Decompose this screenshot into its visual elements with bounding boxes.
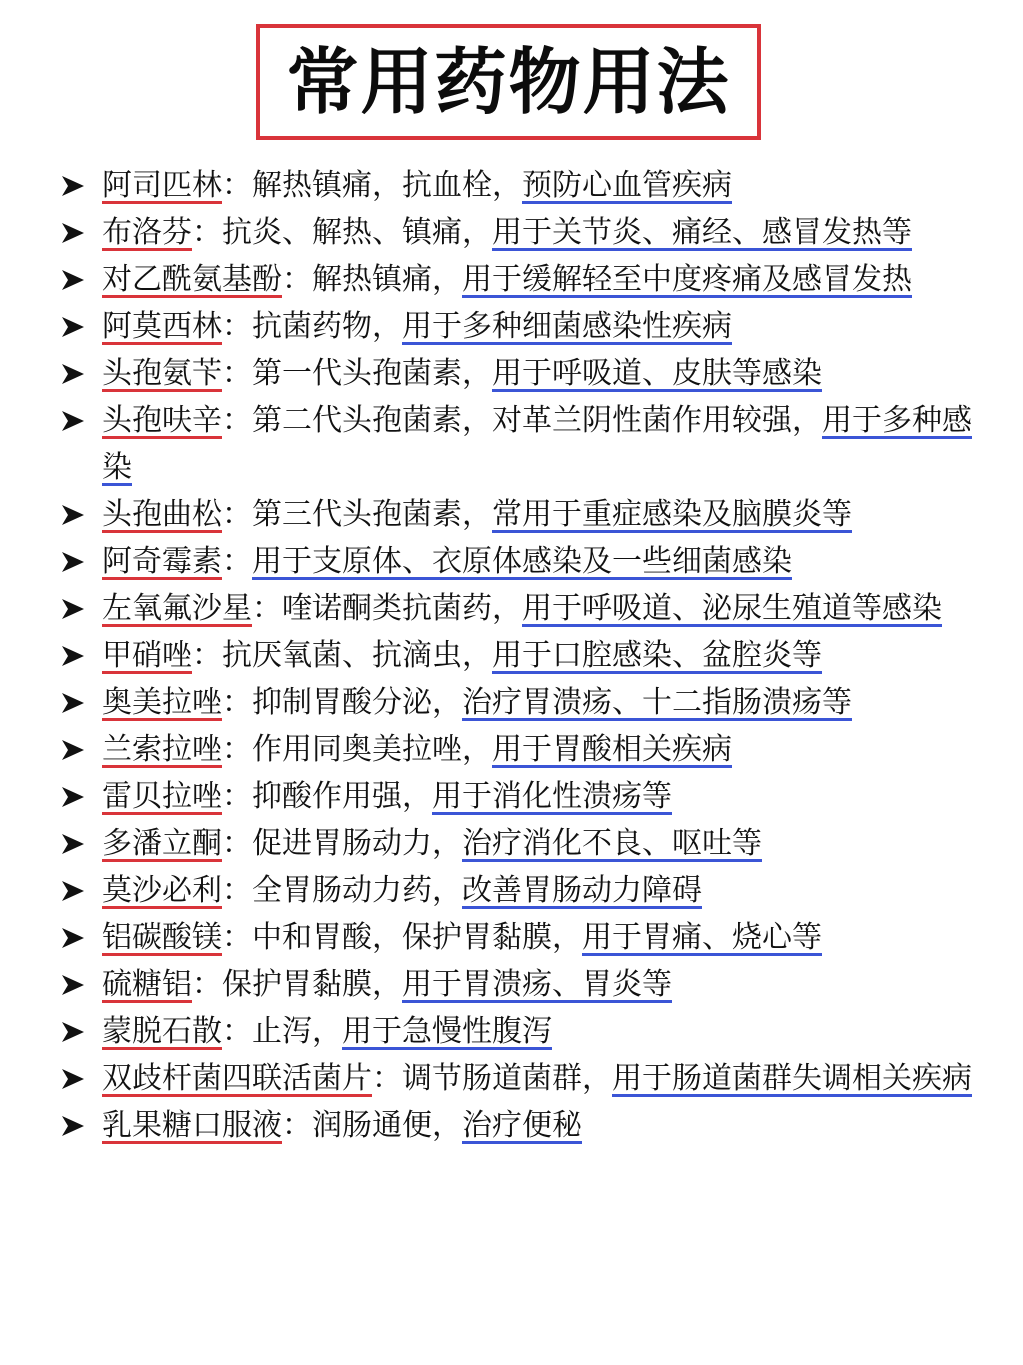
drug-name: 布洛芬	[102, 215, 192, 250]
separator: ：	[222, 497, 252, 532]
drug-name: 雷贝拉唑	[102, 779, 222, 814]
bullet-arrow-icon	[58, 867, 88, 914]
bullet-arrow-icon	[58, 491, 88, 538]
separator: ：	[222, 168, 252, 203]
drug-usage: 用于急慢性腹泻	[342, 1014, 552, 1049]
drug-name: 双歧杆菌四联活菌片	[102, 1061, 372, 1096]
drug-effect: 抗菌药物，	[252, 309, 402, 344]
drug-usage: 改善胃肠动力障碍	[462, 873, 702, 908]
separator: ：	[222, 403, 252, 438]
list-item	[56, 1008, 1001, 1055]
list-item	[56, 773, 1001, 820]
drug-name: 莫沙必利	[102, 873, 222, 908]
drug-usage: 用于多种细菌感染性疾病	[402, 309, 732, 344]
list-item	[56, 538, 1001, 585]
separator: ：	[192, 638, 222, 673]
bullet-arrow-icon	[58, 397, 88, 444]
separator: ：	[222, 1014, 252, 1049]
list-item	[56, 162, 1001, 209]
bullet-arrow-icon	[58, 1008, 88, 1055]
drug-effect: 抗炎、解热、镇痛，	[222, 215, 492, 250]
list-item	[56, 961, 1001, 1008]
drug-effect: 第二代头孢菌素，对革兰阴性菌作用较强，	[252, 403, 822, 438]
separator: ：	[222, 732, 252, 767]
list-item	[56, 1102, 1001, 1149]
drug-usage: 治疗消化不良、呕吐等	[462, 826, 762, 861]
separator: ：	[252, 591, 282, 626]
bullet-arrow-icon	[58, 1102, 88, 1149]
drug-name: 对乙酰氨基酚	[102, 262, 282, 297]
drug-effect: 作用同奥美拉唑，	[252, 732, 492, 767]
bullet-arrow-icon	[58, 773, 88, 820]
drug-usage: 用于支原体、衣原体感染及一些细菌感染	[252, 544, 792, 579]
drug-name: 甲硝唑	[102, 638, 192, 673]
bullet-arrow-icon	[58, 303, 88, 350]
drug-name: 头孢曲松	[102, 497, 222, 532]
separator: ：	[372, 1061, 402, 1096]
drug-effect: 第三代头孢菌素，	[252, 497, 492, 532]
separator: ：	[282, 262, 312, 297]
separator: ：	[282, 1108, 312, 1143]
drug-usage: 用于口腔感染、盆腔炎等	[492, 638, 822, 673]
bullet-arrow-icon	[58, 162, 88, 209]
drug-name: 左氧氟沙星	[102, 591, 252, 626]
title-box	[256, 24, 761, 140]
drug-usage: 用于缓解轻至中度疼痛及感冒发热	[462, 262, 912, 297]
list-item	[56, 867, 1001, 914]
drug-effect: 中和胃酸，保护胃黏膜，	[252, 920, 582, 955]
list-item	[56, 726, 1001, 773]
drug-effect: 喹诺酮类抗菌药，	[282, 591, 522, 626]
drug-usage: 用于呼吸道、皮肤等感染	[492, 356, 822, 391]
list-item	[56, 914, 1001, 961]
bullet-arrow-icon	[58, 209, 88, 256]
separator: ：	[222, 309, 252, 344]
drug-effect: 全胃肠动力药，	[252, 873, 462, 908]
drug-usage: 用于关节炎、痛经、感冒发热等	[492, 215, 912, 250]
drug-effect: 第一代头孢菌素，	[252, 356, 492, 391]
drug-effect: 润肠通便，	[312, 1108, 462, 1143]
drug-name: 头孢呋辛	[102, 403, 222, 438]
drug-name: 兰索拉唑	[102, 732, 222, 767]
drug-effect: 抑酸作用强，	[252, 779, 432, 814]
drug-usage: 用于呼吸道、泌尿生殖道等感染	[522, 591, 942, 626]
list-item	[56, 256, 1001, 303]
separator: ：	[222, 544, 252, 579]
drug-usage: 用于胃酸相关疾病	[492, 732, 732, 767]
separator: ：	[222, 873, 252, 908]
list-item	[56, 303, 1001, 350]
drug-effect: 抑制胃酸分泌，	[252, 685, 462, 720]
list-item	[56, 632, 1001, 679]
drug-effect: 解热镇痛，	[312, 262, 462, 297]
list-item	[56, 679, 1001, 726]
list-item	[56, 820, 1001, 867]
bullet-arrow-icon	[58, 961, 88, 1008]
bullet-arrow-icon	[58, 914, 88, 961]
drug-list	[56, 162, 1001, 1149]
bullet-arrow-icon	[58, 820, 88, 867]
drug-name: 乳果糖口服液	[102, 1108, 282, 1143]
drug-name: 奥美拉唑	[102, 685, 222, 720]
drug-name: 铝碳酸镁	[102, 920, 222, 955]
drug-usage: 用于肠道菌群失调相关疾病	[612, 1061, 972, 1096]
drug-name: 阿莫西林	[102, 309, 222, 344]
drug-usage: 常用于重症感染及脑膜炎等	[492, 497, 852, 532]
drug-name: 多潘立酮	[102, 826, 222, 861]
drug-usage: 用于胃溃疡、胃炎等	[402, 967, 672, 1002]
drug-name: 阿司匹林	[102, 168, 222, 203]
bullet-arrow-icon	[58, 538, 88, 585]
separator: ：	[222, 826, 252, 861]
list-item	[56, 1055, 1001, 1102]
drug-effect: 解热镇痛，抗血栓，	[252, 168, 522, 203]
separator: ：	[222, 685, 252, 720]
drug-effect: 促进胃肠动力，	[252, 826, 462, 861]
list-item	[56, 585, 1001, 632]
drug-usage: 治疗便秘	[462, 1108, 582, 1143]
drug-name: 阿奇霉素	[102, 544, 222, 579]
bullet-arrow-icon	[58, 1055, 88, 1102]
separator: ：	[192, 215, 222, 250]
drug-name: 头孢氨苄	[102, 356, 222, 391]
drug-usage: 预防心血管疾病	[522, 168, 732, 203]
drug-usage: 用于多种感染	[102, 403, 972, 485]
bullet-arrow-icon	[58, 726, 88, 773]
drug-name: 硫糖铝	[102, 967, 192, 1002]
separator: ：	[192, 967, 222, 1002]
drug-usage: 治疗胃溃疡、十二指肠溃疡等	[462, 685, 852, 720]
drug-effect: 保护胃黏膜，	[222, 967, 402, 1002]
drug-effect: 调节肠道菌群，	[402, 1061, 612, 1096]
drug-usage: 用于消化性溃疡等	[432, 779, 672, 814]
bullet-arrow-icon	[58, 679, 88, 726]
bullet-arrow-icon	[58, 585, 88, 632]
drug-effect: 抗厌氧菌、抗滴虫，	[222, 638, 492, 673]
drug-usage: 用于胃痛、烧心等	[582, 920, 822, 955]
separator: ：	[222, 920, 252, 955]
bullet-arrow-icon	[58, 256, 88, 303]
list-item	[56, 350, 1001, 397]
bullet-arrow-icon	[58, 632, 88, 679]
page-title: 常用药物用法	[286, 40, 731, 124]
list-item	[56, 209, 1001, 256]
drug-name: 蒙脱石散	[102, 1014, 222, 1049]
separator: ：	[222, 779, 252, 814]
drug-effect: 止泻，	[252, 1014, 342, 1049]
bullet-arrow-icon	[58, 350, 88, 397]
list-item	[56, 397, 1001, 491]
list-item	[56, 491, 1001, 538]
separator: ：	[222, 356, 252, 391]
